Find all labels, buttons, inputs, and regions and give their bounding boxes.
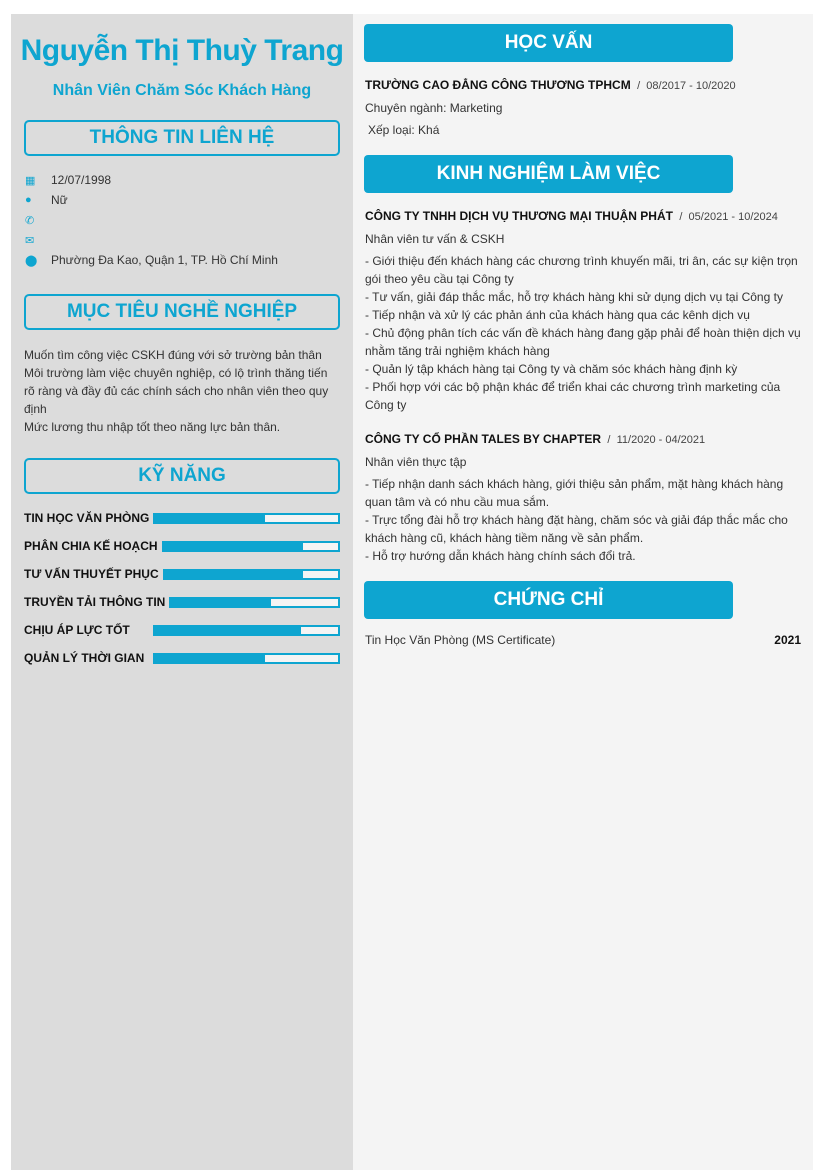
education-date: 08/2017 - 10/2020 <box>646 80 736 92</box>
skill-bar <box>153 625 340 636</box>
phone-icon: ✆ <box>25 214 35 227</box>
job-duty: - Trực tổng đài hỗ trợ khách hàng đặt hàng, chăm sóc và giải đáp thắc mắc cho khách hàng cũ, khách hàng tiềm năng về sản phẩm. <box>365 513 788 545</box>
skill-bar <box>162 541 340 552</box>
job-duty: - Tư vấn, giải đáp thắc mắc, hỗ trợ khách hàng khi sử dụng dịch vụ tại Công ty <box>365 290 783 304</box>
job-entry: CÔNG TY TNHH DỊCH VỤ THƯƠNG MẠI THUẬN PHÁT / 05/2021 - 10/2024 Nhân viên tư vấn & CSKH - Giới thiệu đến khách hàng các chương trình khuyến mãi, tri ân, các sự kiện trọn gói theo yêu cầu tại Công ty - Tư vấn, giải đáp thắc mắc, hỗ trợ khách hàng khi sử dụng dịch vụ tại Công ty - Tiếp nhận và xử lý các phản ánh của khách hàng qua các kênh dịch vụ - Chủ động phân tích các vấn đề khách hàng đang gặp phải để hoàn thiện dịch vụ nhằm tăng trải nghiệm khách hàng - Quản lý tập khách hàng tại Công ty và chăm sóc khách hàng định kỳ - Phối hợp với các bộ phận khác để triển khai các chương trình marketing của Công ty <box>365 209 801 412</box>
education-major: Chuyên ngành: Marketing <box>365 101 503 115</box>
candidate-title: Nhân Viên Chăm Sóc Khách Hàng <box>52 82 312 99</box>
skill-item <box>11 616 353 644</box>
skill-bar <box>169 597 340 608</box>
job-duty: - Phối hợp với các bộ phận khác để triển khai các chương trình marketing của Công ty <box>365 380 781 412</box>
skill-bar-fill <box>164 543 304 550</box>
sidebar <box>11 14 353 1170</box>
education-heading: HỌC VẤN <box>364 24 733 62</box>
job-duty: - Tiếp nhận và xử lý các phản ánh của khách hàng qua các kênh dịch vụ <box>365 308 750 322</box>
job-duty: - Tiếp nhận danh sách khách hàng, giới thiệu sản phẩm, mặt hàng khách hàng quan tâm và có nhu cầu mua sắm. <box>365 477 784 509</box>
education-entry: TRƯỜNG CAO ĐẲNG CÔNG THƯƠNG TPHCM / 08/2017 - 10/2020 Chuyên ngành: Marketing Xếp loại: Khá <box>353 76 813 139</box>
education-grade: Xếp loại: Khá <box>368 123 440 137</box>
skill-item <box>11 532 353 560</box>
skill-name: CHỊU ÁP LỰC TỐT <box>24 623 130 637</box>
skill-name: TƯ VẤN THUYẾT PHỤC <box>24 567 159 581</box>
company-name: CÔNG TY TNHH DỊCH VỤ THƯƠNG MẠI THUẬN PHÁT <box>365 209 673 223</box>
main-content <box>353 14 813 1170</box>
skill-name: TRUYỀN TẢI THÔNG TIN <box>24 595 166 609</box>
skill-bar-fill <box>155 627 301 634</box>
objective-line: Môi trường làm việc chuyên nghiệp, có lộ trình thăng tiến rõ ràng và đầy đủ các chính sách cho nhân viên theo quy định <box>24 366 329 416</box>
user-icon: ● <box>25 194 32 206</box>
skill-item <box>11 504 353 532</box>
certificates-heading: CHỨNG CHỈ <box>364 581 733 619</box>
skill-bar <box>163 569 340 580</box>
skills-heading: KỸ NĂNG <box>24 458 340 494</box>
objective-line: Muốn tìm công việc CSKH đúng với sở trường bản thân <box>24 348 322 362</box>
skill-name: PHÂN CHIA KẾ HOẠCH <box>24 539 158 553</box>
skill-bar-fill <box>155 515 265 522</box>
objective-line: Mức lương thu nhập tốt theo năng lực bản thân. <box>24 420 281 434</box>
job-role: Nhân viên thực tập <box>365 455 467 469</box>
experience-list <box>353 207 813 565</box>
location-icon: ⬤ <box>25 254 38 267</box>
skill-bar-fill <box>171 599 271 606</box>
contact-list <box>11 170 353 270</box>
company-name: CÔNG TY CỔ PHẦN TALES BY CHAPTER <box>365 432 602 446</box>
job-role: Nhân viên tư vấn & CSKH <box>365 232 505 246</box>
objective-heading: MỤC TIÊU NGHỀ NGHIỆP <box>24 294 340 330</box>
birthday: 12/07/1998 <box>51 173 112 187</box>
email-icon: ✉ <box>25 234 35 247</box>
skill-item <box>11 644 353 672</box>
certificate-item <box>353 631 813 649</box>
experience-heading: KINH NGHIỆM LÀM VIỆC <box>364 155 733 193</box>
calendar-icon: ▦ <box>25 174 36 187</box>
gender: Nữ <box>51 193 68 207</box>
skill-item <box>11 560 353 588</box>
certificate-name: Tin Học Văn Phòng (MS Certificate) <box>365 633 556 647</box>
skill-name: QUẢN LÝ THỜI GIAN <box>24 651 145 665</box>
skill-bar-fill <box>165 571 304 578</box>
skills-list <box>11 504 353 672</box>
candidate-name: Nguyễn Thị Thuỳ Trang <box>20 34 344 67</box>
job-duty: - Quản lý tập khách hàng tại Công ty và chăm sóc khách hàng định kỳ <box>365 362 738 376</box>
job-date: 05/2021 - 10/2024 <box>688 211 778 223</box>
school-name: TRƯỜNG CAO ĐẲNG CÔNG THƯƠNG TPHCM <box>365 78 631 92</box>
contact-heading: THÔNG TIN LIÊN HỆ <box>24 120 340 156</box>
address: Phường Đa Kao, Quận 1, TP. Hồ Chí Minh <box>51 253 278 267</box>
job-entry: CÔNG TY CỔ PHẦN TALES BY CHAPTER / 11/2020 - 04/2021 Nhân viên thực tập - Tiếp nhận danh sách khách hàng, giới thiệu sản phẩm, mặt hàng khách hàng quan tâm và có nhu cầu mua sắm. - Trực tổng đài hỗ trợ khách hàng đặt hàng, chăm sóc và giải đáp thắc mắc cho khách hàng cũ, khách hàng tiềm năng về sản phẩm. - Hỗ trợ hướng dẫn khách hàng chính sách đổi trả. <box>365 430 801 565</box>
skill-item <box>11 588 353 616</box>
job-duty: - Hỗ trợ hướng dẫn khách hàng chính sách đổi trả. <box>365 549 636 563</box>
skill-name: TIN HỌC VĂN PHÒNG <box>24 511 150 525</box>
skill-bar <box>153 513 340 524</box>
job-duty: - Chủ động phân tích các vấn đề khách hàng đang gặp phải để hoàn thiện dịch vụ nhằm tăng trải nghiệm khách hàng <box>365 326 801 358</box>
skill-bar-fill <box>155 655 265 662</box>
certificate-year: 2021 <box>774 633 801 647</box>
job-duty: - Giới thiệu đến khách hàng các chương trình khuyến mãi, tri ân, các sự kiện trọn gói theo yêu cầu tại Công ty <box>365 254 798 286</box>
objective-text <box>11 346 353 436</box>
job-date: 11/2020 - 04/2021 <box>616 434 706 446</box>
skill-bar <box>153 653 340 664</box>
